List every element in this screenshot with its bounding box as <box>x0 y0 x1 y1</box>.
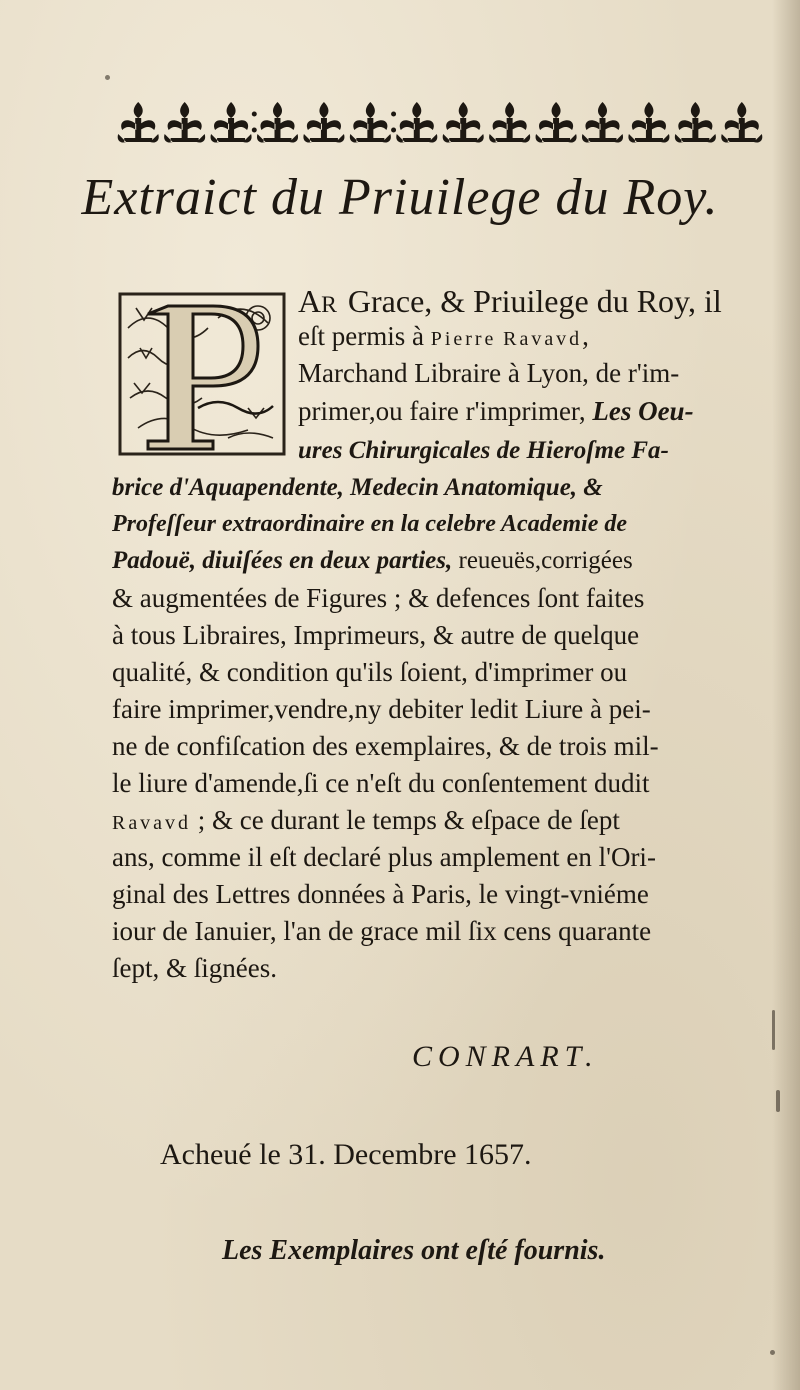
paper-speck <box>770 1350 775 1355</box>
fleuron-icon <box>118 102 159 143</box>
fleuron-icon <box>536 102 577 143</box>
privilege-line-3: Marchand Libraire à Lyon, de r'im- <box>298 358 680 388</box>
privilege-line-12: faire imprimer,vendre,ny debiter ledit Liure à pei- <box>112 694 651 724</box>
separator-dot <box>391 128 396 133</box>
fleuron-icon <box>350 102 391 143</box>
fleuron-icon <box>675 102 716 143</box>
separator-dot <box>391 112 396 117</box>
privilege-line-18: iour de Ianuier, l'an de grace mil ſix cens quarante <box>112 916 652 946</box>
privilege-line-2: eſt permis à Pierre Ravavd, <box>298 321 589 351</box>
fleuron-icon <box>443 102 484 143</box>
paper-speck <box>772 1010 775 1050</box>
decorated-initial-p-icon <box>118 288 286 458</box>
fleuron-icon <box>721 102 762 143</box>
fleuron-icon <box>489 102 530 143</box>
signature-conrart: CONRART. <box>412 1040 599 1073</box>
privilege-line-19: ſept, & ſignées. <box>112 953 277 983</box>
fleuron-icon <box>211 102 252 143</box>
separator-dot <box>252 112 257 117</box>
privilege-line-15: Ravavd ; & ce durant le temps & eſpace de ſept <box>112 805 620 835</box>
fleuron-icon <box>628 102 669 143</box>
privilege-line-14: le liure d'amende,ſi ce n'eſt du conſentement dudit <box>112 768 650 798</box>
fleuron-icon <box>396 102 437 143</box>
privilege-line-16: ans, comme il eſt declaré plus amplement en l'Ori- <box>112 842 656 872</box>
privilege-line-11: qualité, & condition qu'ils ſoient, d'imprimer ou <box>112 657 628 687</box>
page-title: Extraict du Priuilege du Roy. <box>81 169 719 226</box>
privilege-line-6: brice d'Aquapendente, Medecin Anatomique, & <box>112 474 603 501</box>
separator-dot <box>252 128 257 133</box>
completion-date-line: Acheué le 31. Decembre 1657. <box>160 1138 532 1171</box>
privilege-line-1: AR Grace, & Priuilege du Roy, il <box>298 283 722 319</box>
paper-speck <box>776 1090 780 1112</box>
privilege-line-13: ne de confiſcation des exemplaires, & de trois mil- <box>112 731 659 761</box>
copies-supplied-note: Les Exemplaires ont eſté fournis. <box>222 1235 606 1266</box>
paper-speck <box>105 75 110 80</box>
fleuron-icon <box>164 102 205 143</box>
fleuron-icon <box>257 102 298 143</box>
fleuron-icon <box>303 102 344 143</box>
privilege-line-7: Profeſſeur extraordinaire en la celebre Academie de <box>112 511 627 537</box>
privilege-line-9: & augmentées de Figures ; & defences ſont faites <box>112 583 645 613</box>
privilege-line-17: ginal des Lettres données à Paris, le vingt-vniéme <box>112 879 649 909</box>
fleuron-icon <box>582 102 623 143</box>
privilege-line-8: Padouë, diuiſées en deux parties, reueuës,corrigées <box>112 547 633 574</box>
fleuron-ornament-band <box>115 96 765 152</box>
privilege-line-4: primer,ou faire r'imprimer, Les Oeu- <box>298 396 694 426</box>
privilege-line-10: à tous Libraires, Imprimeurs, & autre de quelque <box>112 620 640 650</box>
privilege-line-5: ures Chirurgicales de Hieroſme Fa- <box>298 437 669 464</box>
